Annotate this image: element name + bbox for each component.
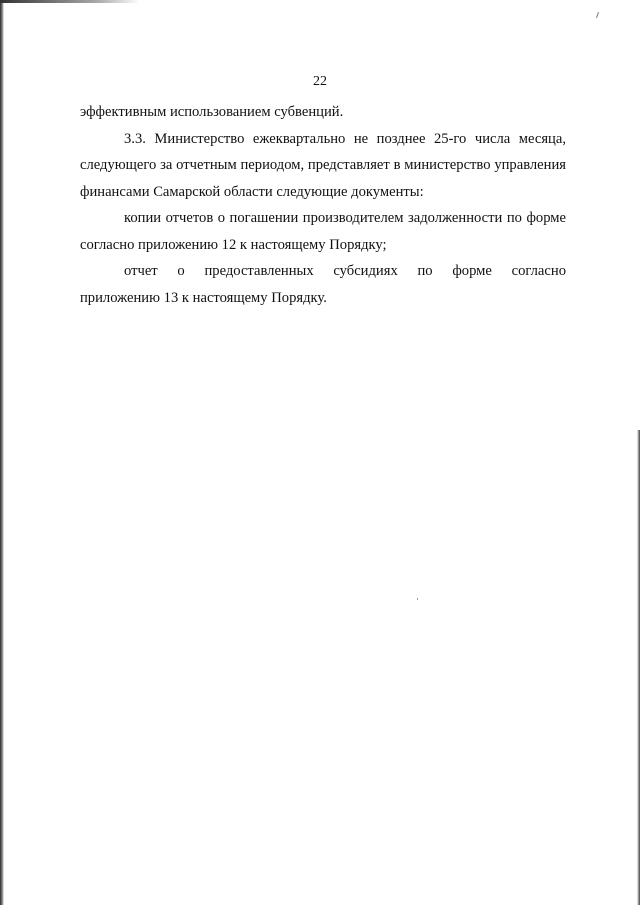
- text-line: 3.3. Министерство ежеквартально не позднее 25-го числа месяца,: [124, 130, 566, 147]
- text-line: отчет о предоставленных субсидиях по форме согласно: [124, 263, 566, 279]
- text-line: приложению 13 к настоящему Порядку.: [80, 289, 327, 306]
- body-text: [80, 99, 566, 311]
- text-line: финансами Самарской области следующие документы:: [80, 183, 424, 200]
- scan-speck: [417, 598, 418, 600]
- scan-edge-top: [0, 0, 140, 3]
- page-number: 22: [313, 74, 327, 89]
- scan-edge-left: [0, 0, 4, 905]
- text-line: следующего за отчетным периодом, представляет в министерство управления: [80, 157, 566, 173]
- text-line: копии отчетов о погашении производителем задолженности по форме: [124, 210, 566, 226]
- text-line: эффективным использованием субвенций.: [80, 104, 344, 120]
- scan-speck: [596, 12, 599, 18]
- text-line: согласно приложению 12 к настоящему Порядку;: [80, 236, 387, 253]
